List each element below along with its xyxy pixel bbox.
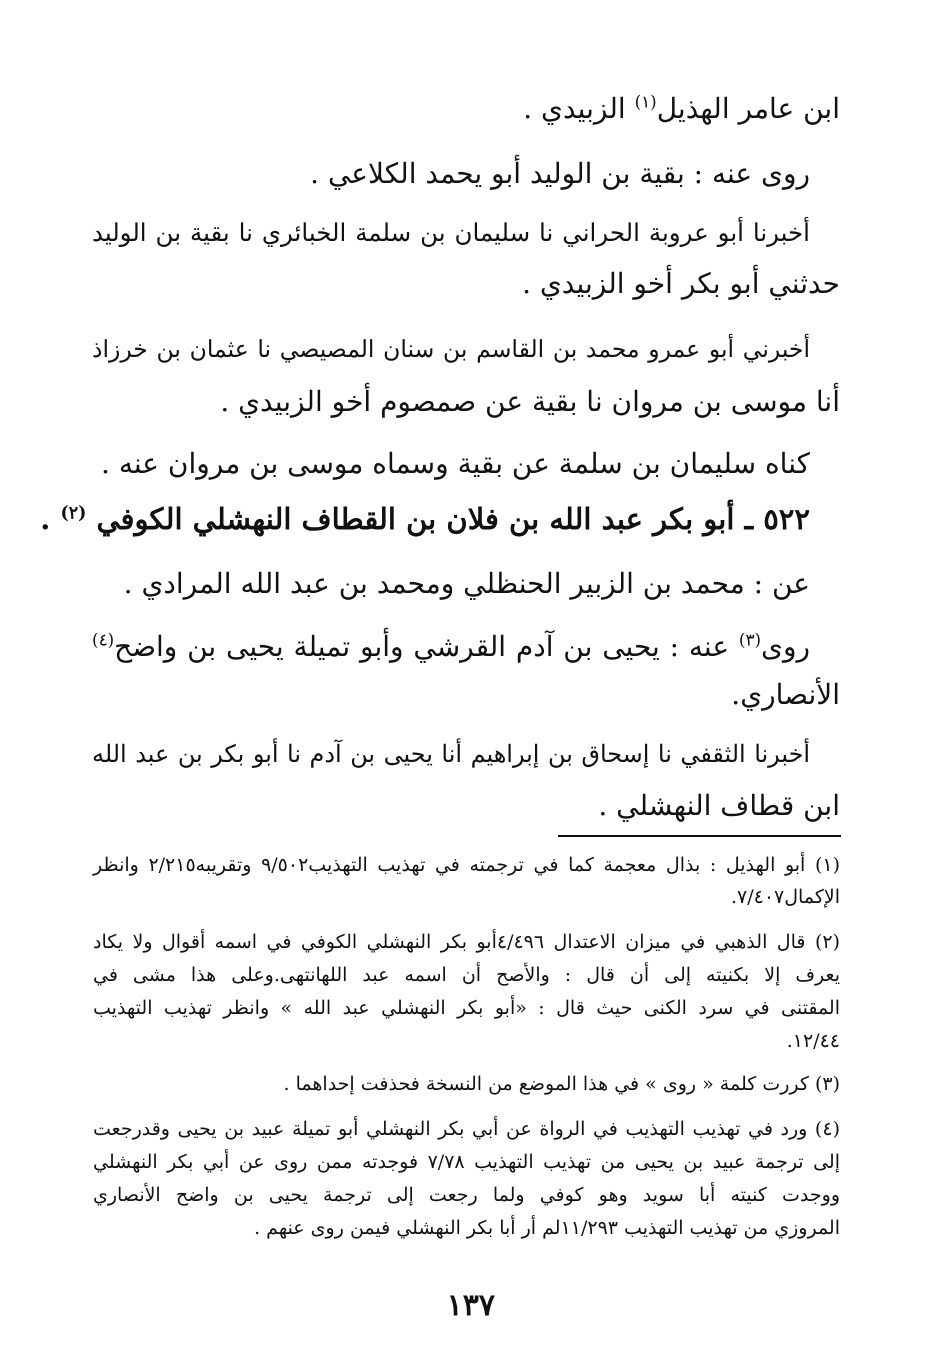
footnote-1-line-2: الإكمال٧/٤٠٧. bbox=[730, 886, 840, 908]
line-10-text: عنه : يحيى بن آدم القرشي وأبو تميلة يحيى بن واضح bbox=[114, 630, 739, 663]
line-1-end: الزبيدي . bbox=[523, 92, 635, 125]
footnote-4-line-1: (٤) ورد في تهذيب التهذيب في الرواة عن أبي بكر النهشلي أبو تميلة عبيد بن يحيى وقدرجعت bbox=[93, 1118, 840, 1140]
footnote-separator bbox=[558, 835, 841, 837]
footnote-4-line-3: ووجدت كنيته أبا سويد وهو كوفي ولما رجعت إلى ترجمة يحيى بن واضح الأنصاري bbox=[93, 1184, 840, 1206]
footnote-2-line-4: ١٢/٤٤. bbox=[786, 1030, 840, 1052]
line-1-text: ابن عامر الهذيل bbox=[656, 92, 840, 125]
line-4: حدثني أبو بكر أخو الزبيدي . bbox=[522, 267, 840, 300]
footnote-ref-2: (٢) bbox=[60, 503, 87, 524]
entry-heading bbox=[40, 502, 810, 536]
entry-heading-text: ٥٢٢ ـ أبو بكر عبد الله بن فلان بن القطاف النهشلي الكوفي bbox=[86, 502, 810, 536]
line-10-start: روى bbox=[761, 630, 810, 663]
line-2: روى عنه : بقية بن الوليد أبو يحمد الكلاعي . bbox=[310, 157, 810, 190]
line-7: كناه سليمان بن سلمة عن بقية وسماه موسى بن مروان عنه . bbox=[101, 447, 810, 480]
line-10 bbox=[92, 629, 810, 663]
line-1 bbox=[523, 91, 840, 125]
entry-heading-end: . bbox=[40, 502, 61, 536]
line-5: أخبرني أبو عمرو محمد بن القاسم بن سنان المصيصي نا عثمان بن خرزاذ bbox=[92, 335, 810, 363]
footnote-2-line-1: (٢) قال الذهبي في ميزان الاعتدال ٤/٤٩٦أبو بكر النهشلي الكوفي في اسمه أقوال ولا يكاد bbox=[93, 931, 841, 953]
footnote-1-line-1: (١) أبو الهذيل : بذال معجمة كما في ترجمته في تهذيب التهذيب٩/٥٠٢ وتقريبه٢/٢١٥ وانظر bbox=[93, 854, 841, 876]
line-6: أنا موسى بن مروان نا بقية عن صمصوم أخو الزبيدي . bbox=[220, 385, 840, 418]
footnote-ref-1: (١) bbox=[634, 91, 657, 112]
footnote-2-line-2: يعرف إلا بكنيته إلى أن قال : والأصح أن اسمه عبد اللهانتهى.وعلى هذا مشى في bbox=[93, 964, 840, 986]
footnote-2-line-3: المقتنى في سرد الكنى حيث قال : «أبو بكر النهشلي عبد الله » وانظر تهذيب التهذيب bbox=[93, 997, 840, 1019]
line-9: عن : محمد بن الزبير الحنظلي ومحمد بن عبد الله المرادي . bbox=[123, 567, 810, 600]
line-11: الأنصاري. bbox=[731, 678, 840, 711]
footnote-ref-3: (٣) bbox=[738, 629, 762, 650]
footnote-4-line-4: المروزي من تهذيب التهذيب ١١/٢٩٣لم أر أبا بكر النهشلي فيمن روى عنهم . bbox=[254, 1217, 840, 1239]
line-3: أخبرنا أبو عروبة الحراني نا سليمان بن سلمة الخبائري نا بقية بن الوليد bbox=[92, 218, 810, 247]
footnote-3: (٣) كررت كلمة « روى » في هذا الموضع من النسخة فحذفت إحداهما . bbox=[283, 1073, 840, 1095]
page-number: ١٣٧ bbox=[446, 1288, 495, 1323]
line-12: أخبرنا الثقفي نا إسحاق بن إبراهيم أنا يحيى بن آدم نا أبو بكر بن عبد الله bbox=[92, 740, 810, 768]
footnote-4-line-2: إلى ترجمة عبيد بن يحيى من تهذيب التهذيب ٧/٧٨ فوجدته ممن روى عن أبي بكر النهشلي bbox=[93, 1151, 840, 1173]
footnote-ref-4: (٤) bbox=[92, 629, 115, 650]
line-13: ابن قطاف النهشلي . bbox=[598, 789, 840, 822]
